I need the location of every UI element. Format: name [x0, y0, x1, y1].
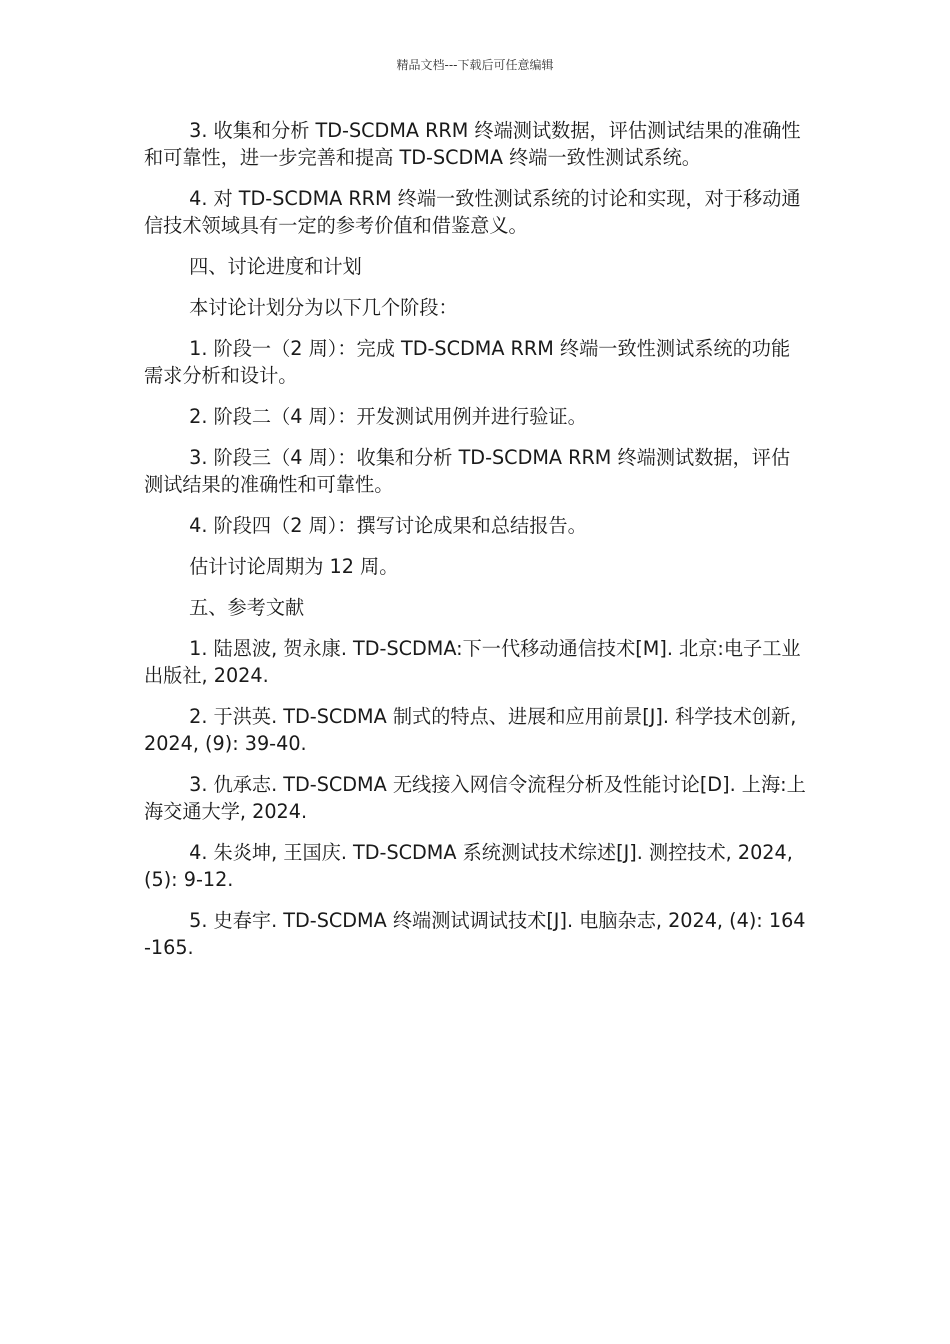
paragraph-objective-3: 3. 收集和分析 TD-SCDMA RRM 终端测试数据，评估测试结果的准确性和可靠性，进一步完善和提高 TD-SCDMA 终端一致性测试系统。 [144, 119, 801, 169]
reference-item-3: 3. 仇承志. TD-SCDMA 无线接入网信令流程分析及性能讨论[D]. 上海:上海交通大学, 2024. [144, 773, 806, 823]
paragraph-schedule-intro: 本讨论计划分为以下几个阶段： [189, 296, 458, 319]
reference-item-1: 1. 陆恩波, 贺永康. TD-SCDMA:下一代移动通信技术[M]. 北京:电子工业出版社, 2024. [144, 637, 801, 687]
document-body [144, 117, 808, 975]
schedule-item-4: 4. 阶段四（2 周）：撰写讨论成果和总结报告。 [189, 514, 587, 537]
schedule-item-3: 3. 阶段三（4 周）：收集和分析 TD-SCDMA RRM 终端测试数据，评估测试结果的准确性和可靠性。 [144, 446, 791, 496]
section-heading-schedule: 四、讨论进度和计划 [189, 255, 362, 278]
paragraph-schedule-total: 估计讨论周期为 12 周。 [189, 555, 399, 578]
reference-item-2: 2. 于洪英. TD-SCDMA 制式的特点、进展和应用前景[J]. 科学技术创新, 2024, (9): 39-40. [144, 705, 797, 755]
section-heading-references: 五、参考文献 [189, 596, 305, 619]
reference-item-5: 5. 史春宇. TD-SCDMA 终端测试调试技术[J]. 电脑杂志, 2024, (4): 164-165. [144, 909, 806, 959]
schedule-item-2: 2. 阶段二（4 周）：开发测试用例并进行验证。 [189, 405, 587, 428]
page-header: 精品文档---下载后可任意编辑 [396, 58, 554, 72]
reference-item-4: 4. 朱炎坤, 王国庆. TD-SCDMA 系统测试技术综述[J]. 测控技术, 2024, (5): 9-12. [144, 841, 793, 891]
paragraph-objective-4: 4. 对 TD-SCDMA RRM 终端一致性测试系统的讨论和实现，对于移动通信技术领域具有一定的参考价值和借鉴意义。 [144, 187, 801, 237]
schedule-item-1: 1. 阶段一（2 周）：完成 TD-SCDMA RRM 终端一致性测试系统的功能需求分析和设计。 [144, 337, 791, 387]
